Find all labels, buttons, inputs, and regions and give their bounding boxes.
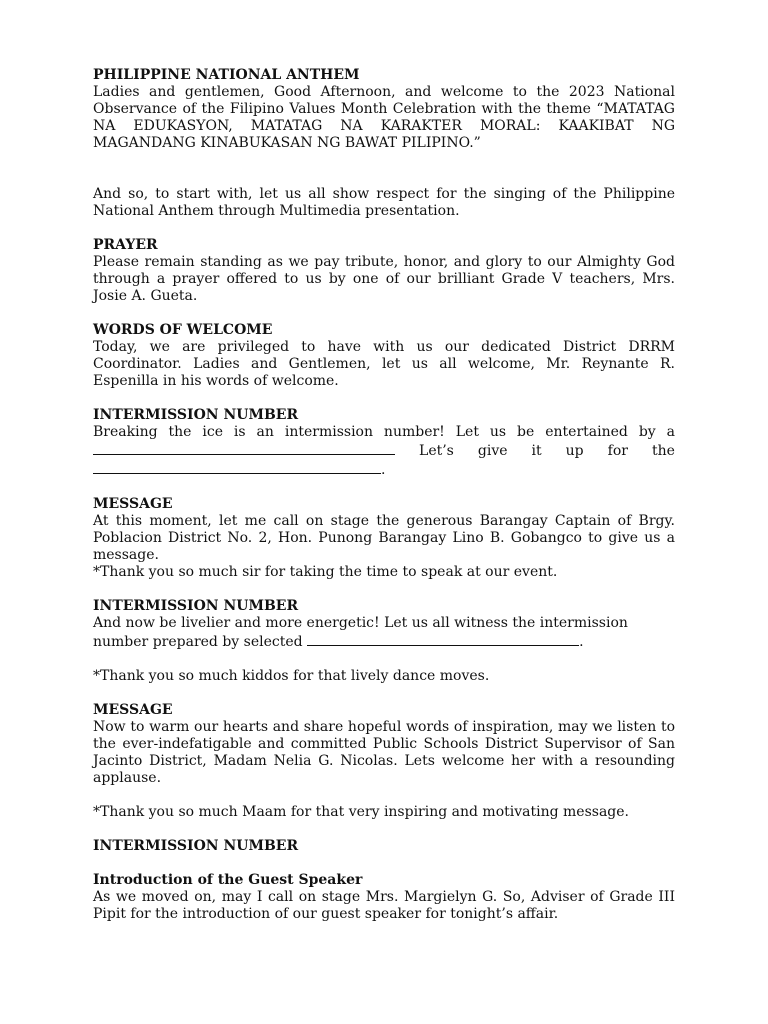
intermission-1-word: Let’s xyxy=(419,443,454,459)
performer-blank-1 xyxy=(93,441,395,455)
intermission-2-thanks: *Thank you so much kiddos for that lively dance moves. xyxy=(93,668,490,684)
performer-blank-2 xyxy=(93,460,381,474)
intermission-2-period: . xyxy=(579,634,584,650)
prayer-paragraph: Please remain standing as we pay tribute, honor, and glory to our Almighty God through a prayer offered to us by one of our brilliant Grade V teachers, Mrs. Josie A. Gueta. xyxy=(93,254,675,304)
intermission-1-word: give xyxy=(477,443,508,459)
heading-message-2: MESSAGE xyxy=(93,702,173,718)
intermission-1-word: for xyxy=(607,443,628,459)
heading-intermission-number-3: INTERMISSION NUMBER xyxy=(93,838,299,854)
heading-intermission-number-1: INTERMISSION NUMBER xyxy=(93,407,299,423)
intermission-1-period: . xyxy=(381,462,386,478)
message-2-thanks: *Thank you so much Maam for that very inspiring and motivating message. xyxy=(93,804,629,820)
intermission-1-line-2 xyxy=(93,441,675,460)
heading-national-anthem: PHILIPPINE NATIONAL ANTHEM xyxy=(93,67,360,83)
heading-message-1: MESSAGE xyxy=(93,496,173,512)
intermission-1-line-1: Breaking the ice is an intermission number! Let us be entertained by a xyxy=(93,424,675,440)
performer-blank-3 xyxy=(307,632,579,646)
intermission-2-line-2 xyxy=(93,632,675,651)
message-2-paragraph: Now to warm our hearts and share hopeful words of inspiration, may we listen to the ever-indefatigable and committed Public Schools District Supervisor of San Jacinto District, Madam Nelia G. Nicolas. Lets welcome her with a resounding applause. xyxy=(93,719,675,786)
intermission-1-line-3 xyxy=(93,460,675,479)
anthem-start-paragraph: And so, to start with, let us all show respect for the singing of the Philippine National Anthem through Multimedia presentation. xyxy=(93,186,675,219)
guest-intro-paragraph: As we moved on, may I call on stage Mrs. Margielyn G. So, Adviser of Grade III Pipit for the introduction of our guest speaker for tonight’s affair. xyxy=(93,889,675,922)
heading-words-of-welcome: WORDS OF WELCOME xyxy=(93,322,273,338)
message-1-thanks: *Thank you so much sir for taking the time to speak at our event. xyxy=(93,564,558,580)
heading-intermission-number-2: INTERMISSION NUMBER xyxy=(93,598,299,614)
program-script-document xyxy=(93,67,675,923)
welcome-paragraph: Today, we are privileged to have with us our dedicated District DRRM Coordinator. Ladies and Gentlemen, let us all welcome, Mr. Reynante R. Espenilla in his words of welcome. xyxy=(93,339,675,389)
intermission-2-line-1: And now be livelier and more energetic! Let us all witness the intermission xyxy=(93,615,628,631)
intermission-1-word: it xyxy=(531,443,542,459)
anthem-welcome-paragraph: Ladies and gentlemen, Good Afternoon, and welcome to the 2023 National Observance of the Filipino Values Month Celebration with the theme “MATATAG NA EDUKASYON, MATATAG NA KARAKTER MORAL: KAAKIBAT NG MAGANDANG KINABUKASAN NG BAWAT PILIPINO.” xyxy=(93,84,675,151)
intermission-1-word: the xyxy=(651,443,675,459)
heading-guest-speaker-intro: Introduction of the Guest Speaker xyxy=(93,872,363,888)
message-1-paragraph: At this moment, let me call on stage the generous Barangay Captain of Brgy. Poblacion District No. 2, Hon. Punong Barangay Lino B. Gobangco to give us a message. xyxy=(93,513,675,563)
heading-prayer: PRAYER xyxy=(93,237,158,253)
intermission-2-text: number prepared by selected xyxy=(93,634,303,650)
intermission-1-word: up xyxy=(565,443,584,459)
